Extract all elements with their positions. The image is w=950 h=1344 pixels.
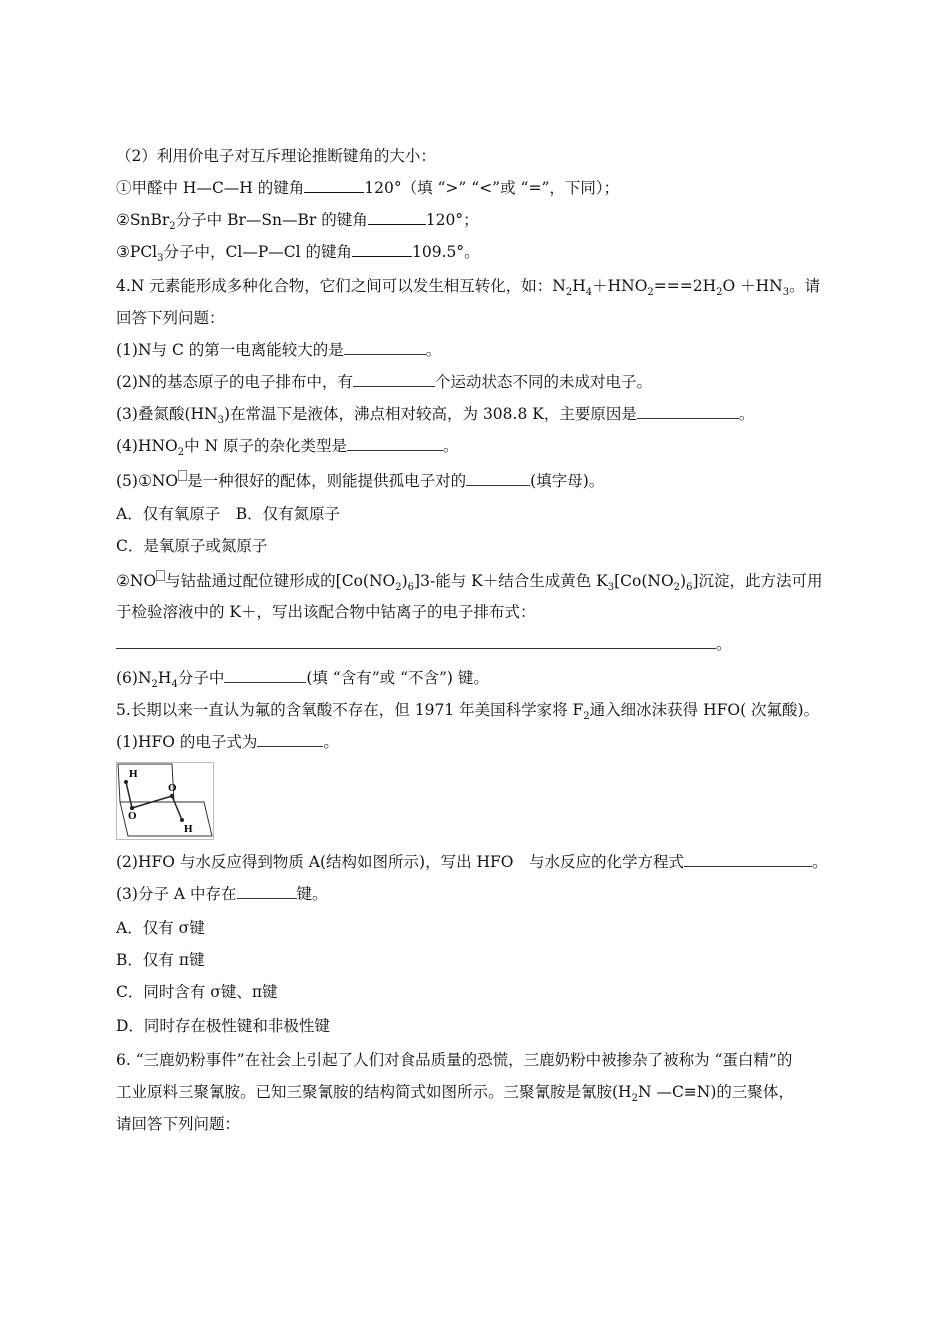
answer-blank[interactable] <box>684 852 812 867</box>
answer-blank[interactable] <box>353 372 435 387</box>
q6-line3: 请回答下列问题： <box>116 1115 241 1133</box>
q5-option-b: B．仅有 π键 <box>116 951 205 969</box>
q4-part2: (2)N的基态原子的电子排布中，有 个运动状态不同的未成对电子。 <box>116 373 653 391</box>
answer-blank[interactable] <box>237 884 297 899</box>
ion-charge-icon <box>156 570 165 581</box>
atom-label-o: O <box>168 782 177 794</box>
q3-item3: ③PCl$_3$分子中，Cl—P—Cl 的键角 109.5°。 <box>116 243 480 264</box>
q5-option-a: A．仅有 σ键 <box>116 919 205 937</box>
atom-label-h: H <box>129 768 138 780</box>
atom-label-o: O <box>128 810 137 822</box>
answer-blank[interactable] <box>224 668 306 683</box>
q4-option-ab: A．仅有氧原子 B．仅有氮原子 <box>116 505 341 523</box>
q3-item2: ②SnBr$_2$分子中 Br—Sn—Br 的键角 120°； <box>116 211 479 232</box>
ion-charge-icon <box>178 470 187 481</box>
q4-part5-1: (5)①NO 是一种很好的配体，则能提供孤电子对的 (填字母)。 <box>116 472 605 490</box>
q6-line1: 6. “三鹿奶粉事件”在社会上引起了人们对食品质量的恐慌，三鹿奶粉中被掺杂了被称为 “蛋白精”的 <box>116 1051 793 1069</box>
answer-blank[interactable] <box>637 404 739 419</box>
molecule-a-structure-figure <box>116 762 214 840</box>
answer-blank[interactable] <box>466 471 530 486</box>
q5-part3: (3)分子 A 中存在 键。 <box>116 885 328 903</box>
answer-blank[interactable] <box>352 242 412 257</box>
answer-blank[interactable] <box>347 436 443 451</box>
answer-blank[interactable] <box>344 340 426 355</box>
q3-part2-heading: （2）利用价电子对互斥理论推断键角的大小： <box>116 147 436 165</box>
q4-intro-line2: 回答下列问题： <box>116 309 225 327</box>
q4-part6: $(6)N_2H_4$分子中 (填 “含有”或 “不含”) 键。 <box>116 669 489 690</box>
q4-intro: 4.N 元素能形成多种化合物，它们之间可以发生相互转化，如：$N_2H_4+HNO_2===2H_2O +HN_3$。请 <box>116 277 821 298</box>
q5-intro: 5.长期以来一直认为氟的含氧酸不存在，但 1971 年美国科学家将 $F_2$通入细冰沫获得 HFO( 次氟酸)。 <box>116 701 820 722</box>
q4-part5-2-answer-line: 。 <box>116 634 732 654</box>
answer-blank-long[interactable] <box>116 634 716 649</box>
q3-item1: ①甲醛中 H—C—H 的键角 120°（填 “>” “<”或 “=”，下同）； <box>116 179 620 197</box>
answer-blank[interactable] <box>257 732 323 747</box>
q5-part1: (1)HFO 的电子式为 。 <box>116 733 339 751</box>
q5-option-d: D．同时存在极性键和非极性键 <box>116 1017 330 1035</box>
q4-part1: (1)N与 C 的第一电离能较大的是 。 <box>116 341 442 359</box>
q5-part2: (2)HFO 与水反应得到物质 A(结构如图所示)，写出 HFO 与水反应的化学方程式 。 <box>116 853 828 871</box>
q5-option-c: C．同时含有 σ键、π键 <box>116 983 278 1001</box>
q6-line2: 工业原料三聚氰胺。已知三聚氰胺的结构简式如图所示。三聚氰胺是氰胺($H_2N$ —C≡N)的三聚体， <box>116 1083 794 1104</box>
q4-option-c: C．是氧原子或氮原子 <box>116 537 268 555</box>
q4-part5-2-line2: 于检验溶液中的 K＋，写出该配合物中钴离子的电子排布式： <box>116 603 536 621</box>
q4-part5-2: ②NO 与钴盐通过配位键形成的$[Co(NO_2)_6]3-$能与 K＋结合生成黄色 $K_3[Co(NO_2)_6]$沉淀，此方法可用 <box>116 572 823 593</box>
q4-part3: (3)叠氮酸$(HN_3)$在常温下是液体，沸点相对较高，为 308.8 K，主要原因是 。 <box>116 405 755 426</box>
q4-part4: $(4)HNO_2$中 N 原子的杂化类型是 。 <box>116 437 459 458</box>
answer-blank[interactable] <box>368 210 426 225</box>
answer-blank[interactable] <box>304 178 364 193</box>
atom-label-h: H <box>184 823 193 835</box>
